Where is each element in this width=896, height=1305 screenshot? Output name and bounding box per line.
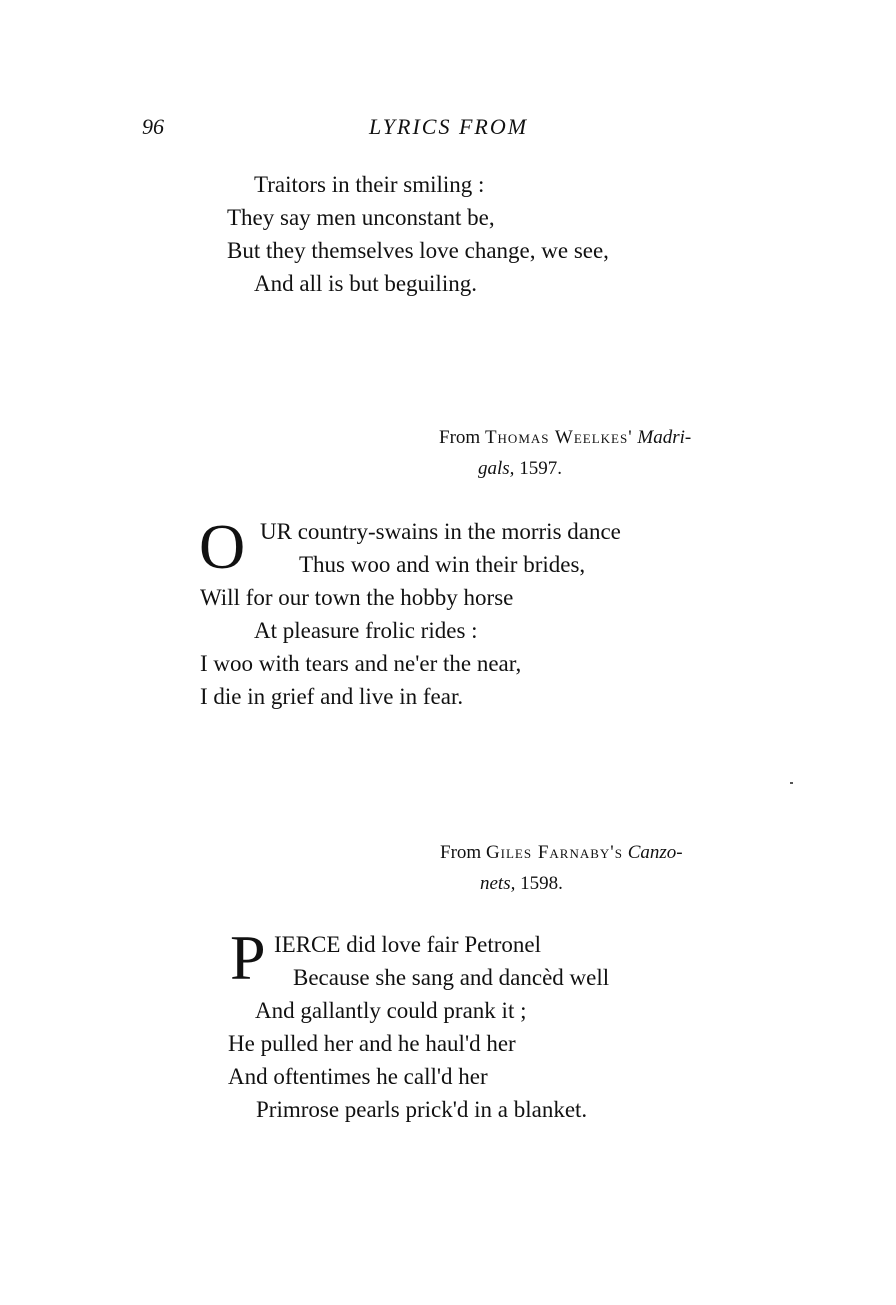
attribution-year: 1597. [519,458,562,479]
attribution-author: Thomas Weelkes' [484,427,633,448]
attribution-from: From [439,427,481,448]
poem-line: Traitors in their smiling : [254,172,485,197]
poem-line: And oftentimes he call'd her [228,1064,488,1089]
poem-line: I woo with tears and ne'er the near, [200,651,522,676]
scan-speck [790,782,793,784]
poem-line: But they themselves love change, we see, [227,238,609,263]
poem-line: He pulled her and he haul'd her [228,1031,516,1056]
attribution-author: Giles Farnaby's [485,842,623,863]
drop-cap: P [230,922,266,993]
attribution-weelkes-cont [478,458,562,480]
poem-line: At pleasure frolic rides : [254,618,478,643]
poem-line: Because she sang and dancèd well [293,965,610,990]
attribution-year: 1598. [520,873,563,894]
poem-line: And all is but beguiling. [254,271,477,296]
running-title: LYRICS FROM [369,114,529,139]
poem-line: And gallantly could prank it ; [255,998,527,1023]
attribution-from: From [440,842,482,863]
poem-line: UR country-swains in the morris dance [260,519,621,544]
poem-line: Thus woo and win their brides, [299,552,586,577]
poem-line: They say men unconstant be, [227,205,495,230]
attribution-work-cont: nets, [480,873,516,894]
attribution-weelkes [439,427,691,449]
attribution-work-cont: gals, [478,458,515,479]
page-number: 96 [142,114,164,139]
poem-line: IERCE did love fair Petronel [274,932,541,957]
poem-line: Primrose pearls prick'd in a blanket. [256,1097,588,1122]
drop-cap: O [199,511,246,582]
attribution-work: Canzo- [627,842,683,863]
poem-line: I die in grief and live in fear. [200,684,464,709]
attribution-farnaby [440,842,683,864]
attribution-farnaby-cont [480,873,563,895]
attribution-work: Madri- [637,427,692,448]
poem-line: Will for our town the hobby horse [200,585,514,610]
